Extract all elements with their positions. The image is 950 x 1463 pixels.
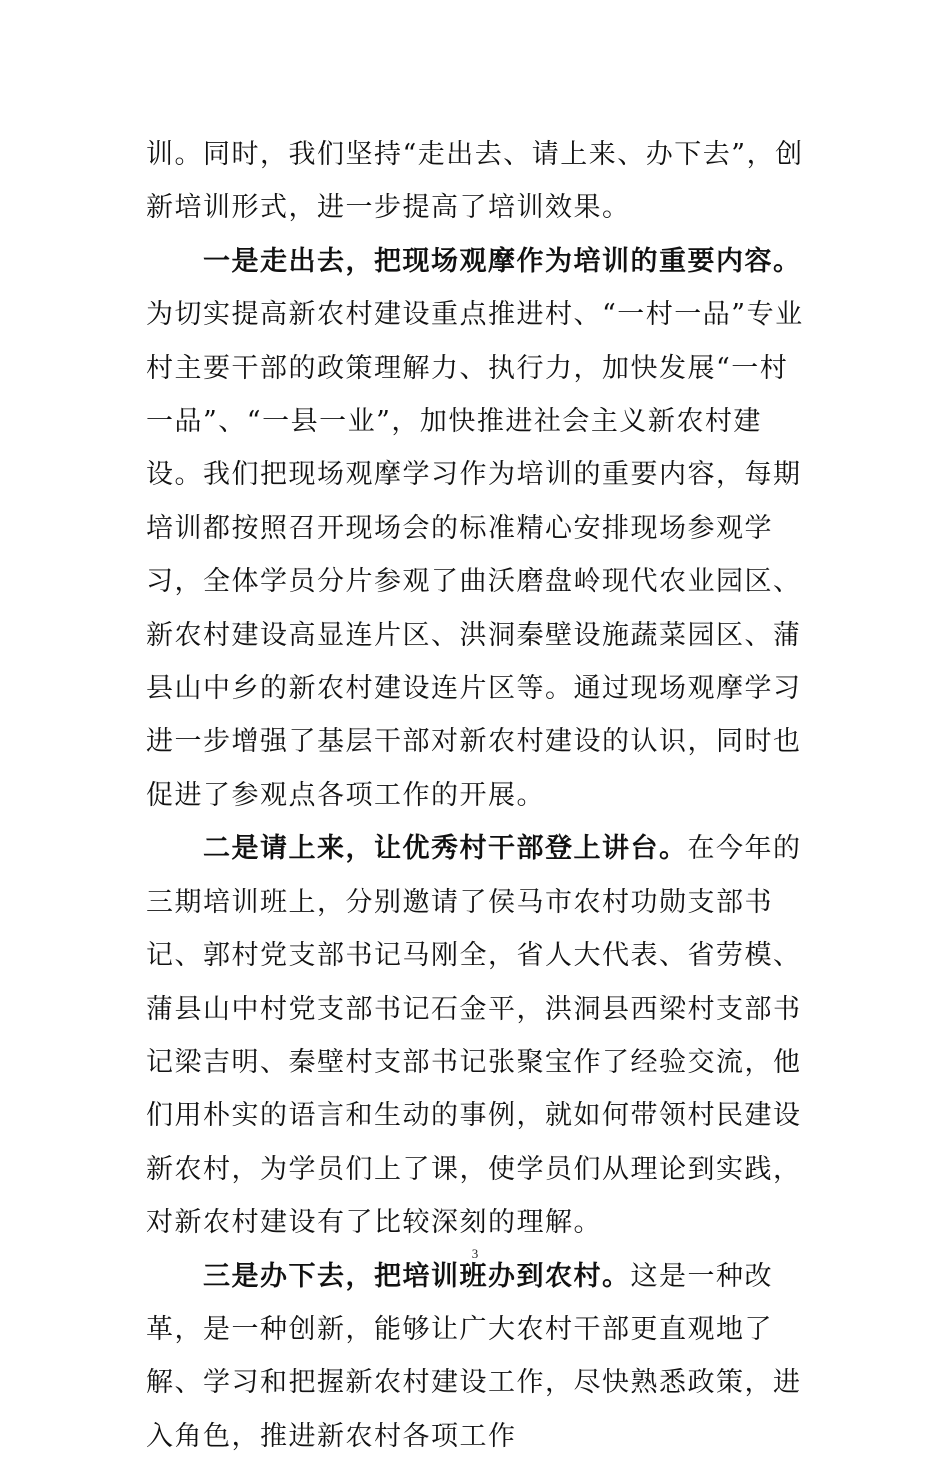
paragraph-text: 训。同时，我们坚持“走出去、请上来、办下去”，创新培训形式，进一步提高了培训效果。: [146, 139, 804, 224]
paragraph-lead: 一是走出去，把现场观摩作为培训的重要内容。: [203, 245, 802, 277]
paragraph-run-down: [146, 1250, 808, 1463]
paragraph-text: 为切实提高新农村建设重点推进村、“一村一品”专业村主要干部的政策理解力、执行力，加快发展“一村一品”、“一县一业”，加快推进社会主义新农村建设。我们把现场观摩学习作为培训的重要内容，每期培训都按照召开现场会的标准精心安排现场参观学习，全体学员分片参观了曲沃磨盘岭现代农业园区、新农村建设高显连片区、洪洞秦壁设施蔬菜园区、蒲县山中乡的新农村建设连片区等。通过现场观摩学习进一步增强了基层干部对新农村建设的认识，同时也促进了参观点各项工作的开展。: [146, 299, 804, 811]
paragraph-invite-in: [146, 822, 808, 1249]
paragraph-text: 在今年的三期培训班上，分别邀请了侯马市农村功勋支部书记、郭村党支部书记马刚全，省人大代表、省劳模、蒲县山中村党支部书记石金平，洪洞县西梁村支部书记梁吉明、秦壁村支部书记张聚宝作了经验交流，他们用朴实的语言和生动的事例，就如何带领村民建设新农村，为学员们上了课，使学员们从理论到实践，对新农村建设有了比较深刻的理解。: [146, 833, 802, 1239]
page-number: 3: [471, 1246, 479, 1261]
paragraph-walk-out: [146, 235, 808, 822]
paragraph-text: 这是一种改革，是一种创新，能够让广大农村干部更直观地了解、学习和把握新农村建设工作，尽快熟悉政策，进入角色，推进新农村各项工作: [146, 1260, 802, 1452]
paragraph-continuation: [146, 128, 808, 235]
body-text: [146, 128, 808, 1463]
paragraph-lead: 三是办下去，把培训班办到农村。: [203, 1260, 631, 1292]
paragraph-lead: 二是请上来，让优秀村干部登上讲台。: [203, 833, 688, 865]
